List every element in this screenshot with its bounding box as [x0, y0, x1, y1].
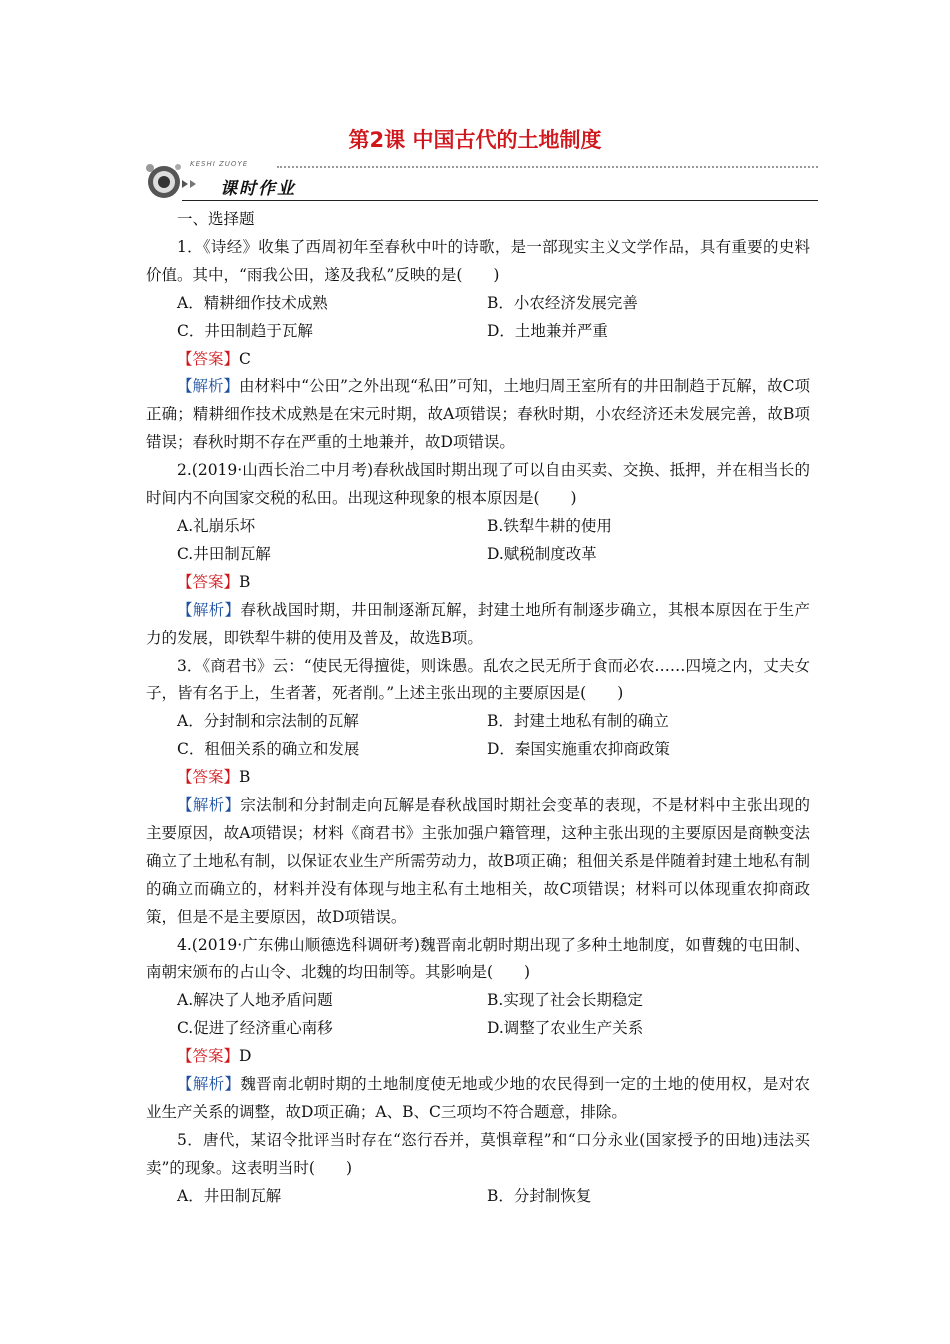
banner-pinyin: KESHI ZUOYE — [190, 160, 249, 168]
options-row — [146, 290, 810, 318]
analysis-line — [146, 597, 810, 653]
question-stem: 5．唐代，某诏令批评当时存在“恣行吞并，莫惧章程”和“口分永业(国家授予的田地)违法买卖”的现象。这表明当时( ) — [146, 1130, 810, 1177]
options-row — [146, 708, 810, 736]
option: B．封建土地私有制的确立 — [487, 712, 669, 731]
option: D.赋税制度改革 — [487, 544, 597, 563]
analysis-line — [146, 1071, 810, 1127]
options-row — [146, 1015, 810, 1043]
option: B．分封制恢复 — [487, 1186, 592, 1205]
answer-line — [146, 764, 810, 792]
option: D．土地兼并严重 — [487, 321, 608, 340]
options-row — [146, 318, 810, 346]
option: A.礼崩乐坏 — [177, 516, 256, 535]
analysis-text: 春秋战国时期，井田制逐渐瓦解，封建土地所有制逐步确立，其根本原因在于生产力的发展，即铁犁牛耕的使用及普及，故选B项。 — [146, 600, 810, 647]
option: A．精耕细作技术成熟 — [177, 293, 328, 312]
banner-dotted-line — [277, 166, 818, 168]
option: B.铁犁牛耕的使用 — [487, 516, 612, 535]
question-stem: 2.(2019·山西长治二中月考)春秋战国时期出现了可以自由买卖、交换、抵押，并在相当长的时间内不向国家交税的私田。出现这种现象的根本原因是( ) — [146, 461, 810, 508]
question-stem: 3．《商君书》云：“使民无得擅徙，则诛愚。乱农之民无所于食而必农……四境之内，丈夫女子，皆有名于上，生者著，死者削。”上述主张出现的主要原因是( ) — [146, 656, 810, 703]
analysis-tag: 【解析】 — [177, 377, 240, 396]
options-row — [146, 513, 810, 541]
option: C.井田制瓦解 — [177, 544, 271, 563]
analysis-tag: 【解析】 — [177, 600, 241, 619]
section-banner — [142, 158, 818, 204]
page-title: 第2课 中国古代的土地制度 — [348, 128, 602, 152]
analysis-text: 由材料中“公田”之外出现“私田”可知，土地归周王室所有的井田制趋于瓦解，故C项正确；精耕细作技术成熟是在宋元时期，故A项错误；春秋时期，小农经济还未发展完善，故B项错误；春秋时期不存在严重的土地兼并，故D项错误。 — [146, 377, 810, 452]
answer-tag: 【答案】 — [177, 572, 240, 591]
analysis-text: 魏晋南北朝时期的土地制度使无地或少地的农民得到一定的土地的使用权，是对农业生产关系的调整，故D项正确；A、B、C三项均不符合题意，排除。 — [146, 1075, 810, 1121]
analysis-line — [146, 373, 810, 457]
answer-tag: 【答案】 — [177, 768, 240, 787]
option: C．井田制趋于瓦解 — [177, 321, 313, 340]
option: B.实现了社会长期稳定 — [487, 991, 643, 1010]
answer-value: C — [239, 349, 251, 368]
options-row — [146, 987, 810, 1015]
answer-value: B — [239, 768, 251, 787]
answer-tag: 【答案】 — [177, 1047, 240, 1066]
options-row — [146, 1183, 810, 1211]
answer-line — [146, 569, 810, 597]
question-stem: 1．《诗经》收集了西周初年至春秋中叶的诗歌，是一部现实主义文学作品，具有重要的史料价值。其中，“雨我公田，遂及我私”反映的是( ) — [146, 237, 810, 284]
answer-line — [146, 1043, 810, 1071]
question-stem: 4.(2019·广东佛山顺德选科调研考)魏晋南北朝时期出现了多种土地制度，如曹魏的屯田制、南朝宋颁布的占山令、北魏的均田制等。其影响是( ) — [146, 935, 810, 982]
option: D．秦国实施重农抑商政策 — [487, 740, 670, 759]
option: C．租佃关系的确立和发展 — [177, 740, 360, 759]
option: B．小农经济发展完善 — [487, 293, 638, 312]
question-list — [146, 206, 810, 1211]
option: D.调整了农业生产关系 — [487, 1019, 644, 1038]
answer-line — [146, 346, 810, 374]
analysis-tag: 【解析】 — [177, 796, 241, 815]
answer-value: B — [239, 572, 251, 591]
banner-label: 课时作业 — [220, 179, 296, 199]
option: C.促进了经济重心南移 — [177, 1019, 333, 1038]
banner-rule — [182, 200, 818, 201]
analysis-text: 宗法制和分封制走向瓦解是春秋战国时期社会变革的表现，不是材料中主张出现的主要原因，故A项错误；材料《商君书》主张加强户籍管理，这种主张出现的主要原因是商鞅变法确立了土地私有制，以保证农业生产所需劳动力，故B项正确；租佃关系是伴随着封建土地私有制的确立而确立的，材料并没有体现与地主私有土地相关，故C项错误；材料可以体现重农抑商政策，但是不是主要原因，故D项错误。 — [146, 796, 810, 926]
answer-tag: 【答案】 — [177, 349, 240, 368]
options-row — [146, 736, 810, 764]
option: A．井田制瓦解 — [177, 1186, 282, 1205]
option: A．分封制和宗法制的瓦解 — [177, 712, 359, 731]
options-row — [146, 541, 810, 569]
analysis-tag: 【解析】 — [177, 1075, 241, 1094]
answer-value: D — [239, 1047, 252, 1066]
section-heading: 一、选择题 — [177, 210, 255, 228]
analysis-line — [146, 792, 810, 932]
option: A.解决了人地矛盾问题 — [177, 991, 333, 1010]
